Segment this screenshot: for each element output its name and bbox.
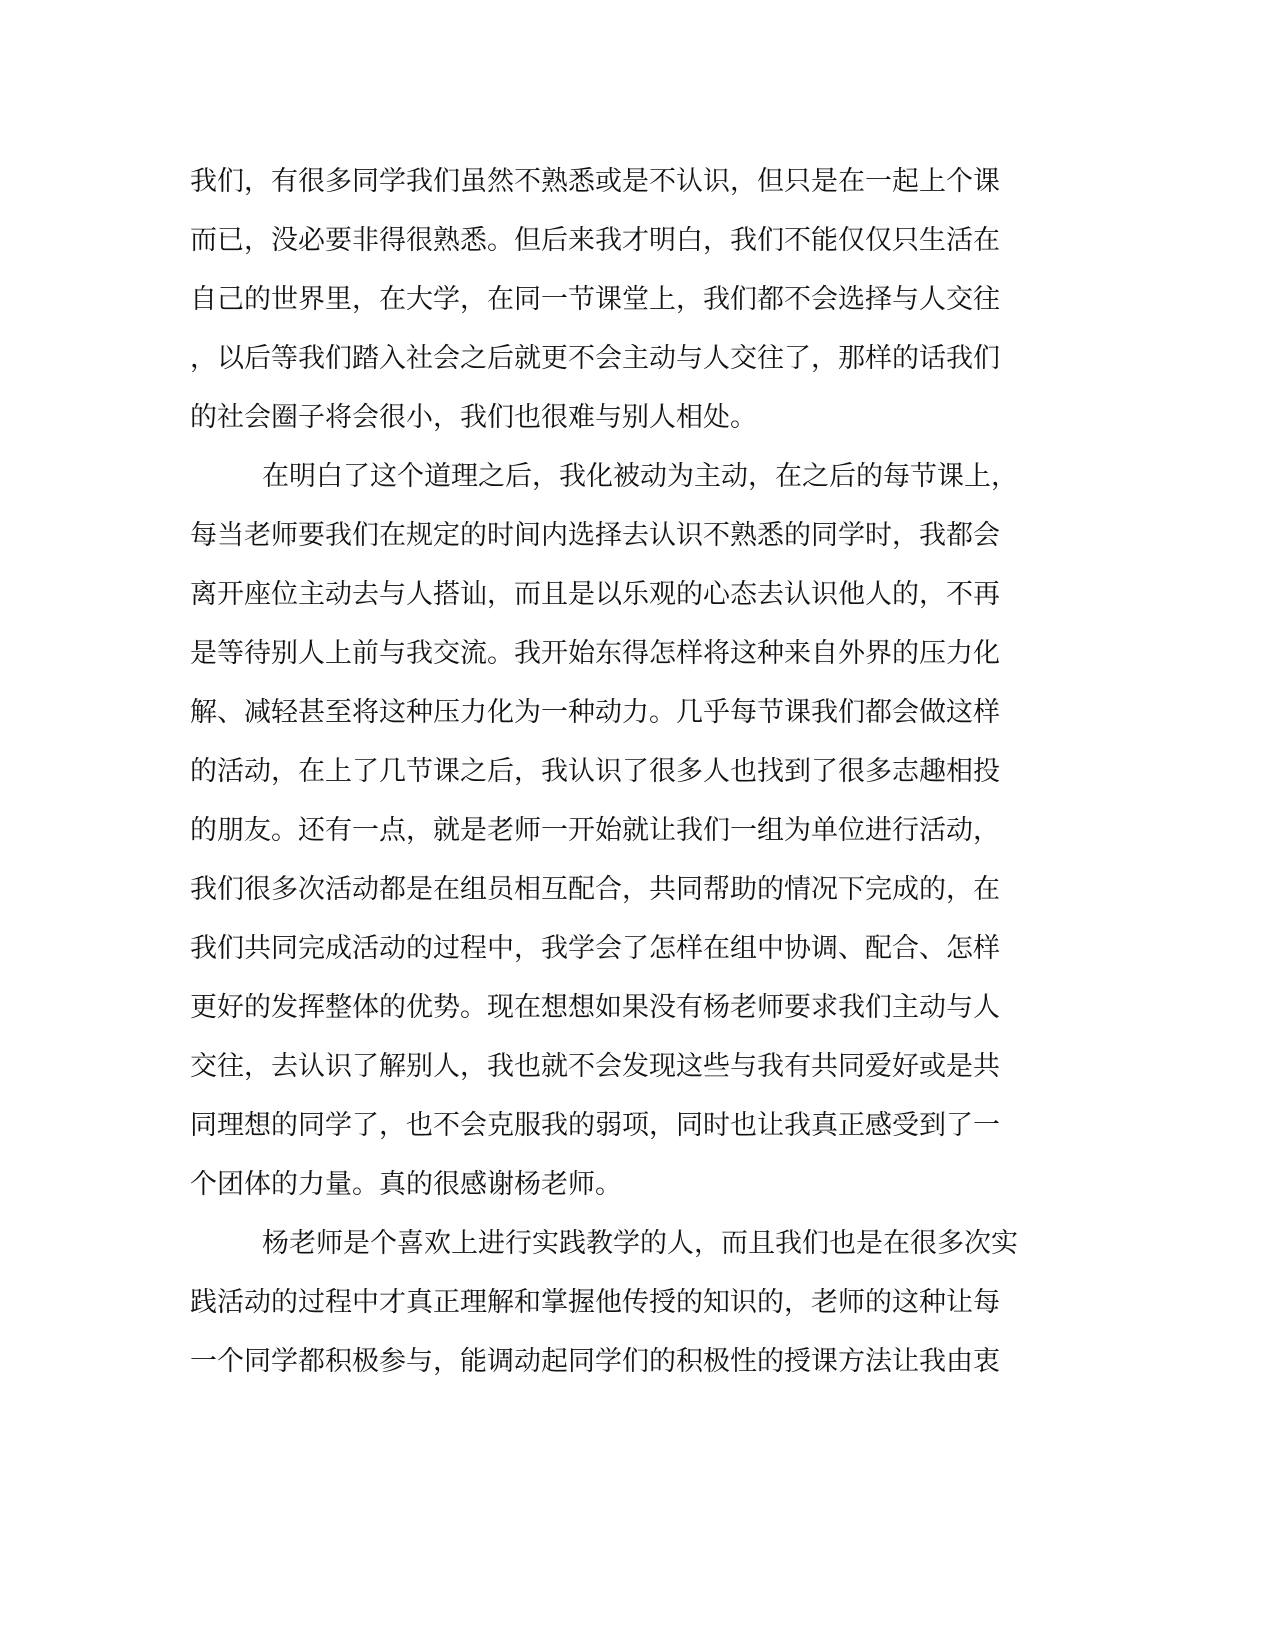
text-line: 解、减轻甚至将这种压力化为一种动力。几乎每节课我们都会做这样 — [190, 697, 1000, 728]
text-line: 自己的世界里，在大学，在同一节课堂上，我们都不会选择与人交往 — [190, 284, 1000, 315]
text-line: 我们，有很多同学我们虽然不熟悉或是不认识，但只是在一起上个课 — [190, 166, 1000, 197]
text-line: 而已，没必要非得很熟悉。但后来我才明白，我们不能仅仅只生活在 — [190, 225, 1000, 256]
text-line: 一个同学都积极参与，能调动起同学们的积极性的授课方法让我由衷 — [190, 1346, 1000, 1377]
text-line: 践活动的过程中才真正理解和掌握他传授的知识的，老师的这种让每 — [190, 1287, 1000, 1318]
text-line: 是等待别人上前与我交流。我开始东得怎样将这种来自外界的压力化 — [190, 638, 1000, 669]
text-line: 的社会圈子将会很小，我们也很难与别人相处。 — [190, 402, 757, 433]
text-line: 我们很多次活动都是在组员相互配合，共同帮助的情况下完成的，在 — [190, 874, 1000, 905]
text-line: 我们共同完成活动的过程中，我学会了怎样在组中协调、配合、怎样 — [190, 933, 1000, 964]
text-line: 每当老师要我们在规定的时间内选择去认识不熟悉的同学时，我都会 — [190, 520, 1000, 551]
text-line: 更好的发挥整体的优势。现在想想如果没有杨老师要求我们主动与人 — [190, 992, 1000, 1023]
text-line: 交往，去认识了解别人，我也就不会发现这些与我有共同爱好或是共 — [190, 1051, 1000, 1082]
text-line: ，以后等我们踏入社会之后就更不会主动与人交往了，那样的话我们 — [190, 343, 1000, 374]
text-line: 的活动，在上了几节课之后，我认识了很多人也找到了很多志趣相投 — [190, 756, 1000, 787]
text-line: 离开座位主动去与人搭讪，而且是以乐观的心态去认识他人的，不再 — [190, 579, 1000, 610]
text-line: 同理想的同学了，也不会克服我的弱项，同时也让我真正感受到了一 — [190, 1110, 1000, 1141]
text-line: 的朋友。还有一点，就是老师一开始就让我们一组为单位进行活动， — [190, 815, 1000, 846]
paragraph-first-line: 在明白了这个道理之后，我化被动为主动，在之后的每节课上， — [262, 461, 1018, 492]
text-line: 个团体的力量。真的很感谢杨老师。 — [190, 1169, 622, 1200]
paragraph-first-line: 杨老师是个喜欢上进行实践教学的人，而且我们也是在很多次实 — [262, 1228, 1018, 1259]
